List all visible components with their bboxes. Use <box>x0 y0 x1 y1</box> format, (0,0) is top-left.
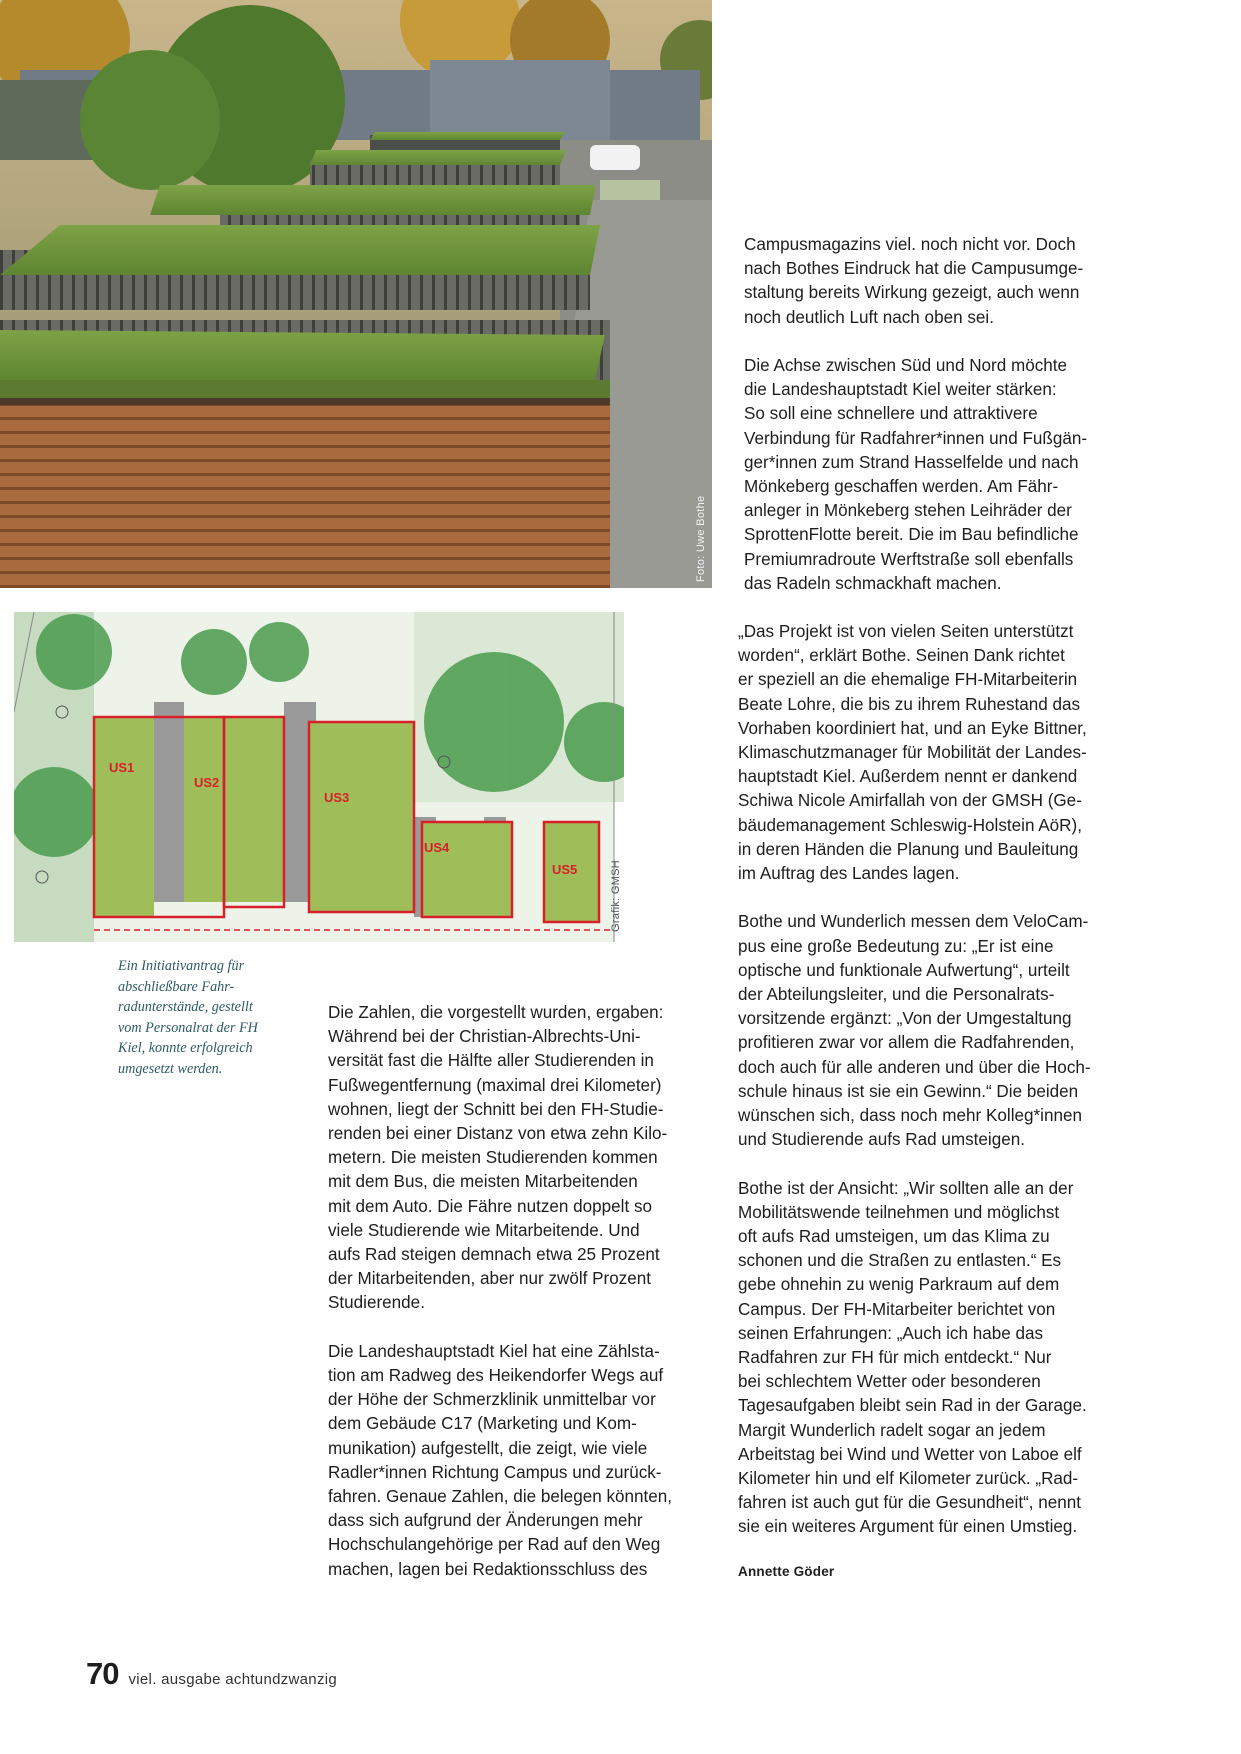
plan-credit: Grafik: GMSH <box>610 859 622 932</box>
tree-icon <box>181 629 247 695</box>
text-line: viele Studierende wie Mitarbeitende. Und <box>328 1220 640 1240</box>
text-line: im Auftrag des Landes lagen. <box>738 864 960 884</box>
text-line: gebe ohnehin zu wenig Parkraum auf dem <box>738 1275 1060 1295</box>
text-line: hauptstadt Kiel. Außerdem nennt er dankend <box>738 767 1078 787</box>
text-line: aufs Rad steigen demnach etwa 25 Prozent <box>328 1245 660 1265</box>
text-line: wohnen, liegt der Schnitt bei den FH-Studie- <box>328 1099 664 1119</box>
text-line: anleger in Mönkeberg stehen Leihräder der <box>744 501 1072 521</box>
text-line: dass sich aufgrund der Änderungen mehr <box>328 1511 643 1531</box>
text-line: Tagesaufgaben bleibt sein Rad in der Garage. <box>738 1396 1087 1416</box>
text-line: der Höhe der Schmerzklinik unmittelbar vor <box>328 1390 656 1410</box>
text-line: versität fast die Hälfte aller Studierenden in <box>328 1051 654 1071</box>
text-line: Campus. Der FH-Mitarbeiter berichtet von <box>738 1299 1056 1319</box>
text-line: fahren ist auch gut für die Gesundheit“, nennt <box>738 1493 1082 1513</box>
text-line: pus eine große Bedeutung zu: „Er ist eine <box>738 936 1054 956</box>
text-line: oft aufs Rad umsteigen, um das Klima zu <box>738 1227 1050 1247</box>
text-line: Mönkeberg geschaffen werden. Am Fähr- <box>744 477 1059 497</box>
text-line: Campusmagazins viel. noch nicht vor. Doch <box>744 235 1076 254</box>
article-column-right <box>738 620 1138 1584</box>
text-line: Schiwa Nicole Amirfallah von der GMSH (Ge- <box>738 791 1082 811</box>
text-line: profitieren zwar vor allem die Radfahrenden, <box>738 1033 1075 1053</box>
text-line: in deren Händen die Planung und Bauleitung <box>738 839 1079 859</box>
caption-line: Kiel, konnte erfolgreich <box>118 1040 253 1056</box>
shelter-label-us3: US3 <box>324 790 350 805</box>
text-line: optische und funktionale Aufwertung“, urteilt <box>738 960 1070 980</box>
text-line: Radler*innen Richtung Campus und zurück- <box>328 1462 662 1482</box>
author-name: Annette Göder <box>738 1563 835 1579</box>
text-line: Premiumradroute Werftstraße soll ebenfalls <box>744 549 1074 569</box>
text-line: er speziell an die ehemalige FH-Mitarbeiterin <box>738 670 1078 690</box>
text-line: doch auch für alle anderen und über die Hoch- <box>738 1057 1091 1077</box>
text-line: Während bei der Christian-Albrechts-Uni- <box>328 1027 641 1047</box>
text-line: SprottenFlotte bereit. Die im Bau befindliche <box>744 525 1079 545</box>
article-paragraph <box>738 1177 1138 1540</box>
text-line: noch deutlich Luft nach oben sei. <box>744 307 994 327</box>
page-footer <box>86 1656 337 1692</box>
text-line: wünschen sich, dass noch mehr Kolleg*innen <box>738 1106 1082 1126</box>
article-paragraph <box>744 233 1144 330</box>
text-line: sie ein weiteres Argument für einen Umstieg. <box>738 1517 1078 1537</box>
tree-icon <box>36 614 112 690</box>
text-line: worden“, erklärt Bothe. Seinen Dank richtet <box>738 646 1065 666</box>
article-paragraph <box>738 910 1138 1152</box>
text-line: So soll eine schnellere und attraktivere <box>744 404 1038 424</box>
shelter-label-us1: US1 <box>109 760 135 775</box>
text-line: Vorhaben koordiniert hat, und an Eyke Bittner, <box>738 718 1087 738</box>
tree-icon <box>249 622 309 682</box>
photo-credit: Foto: Uwe Bothe <box>695 495 707 582</box>
text-line: bäudemanagement Schleswig-Holstein AöR), <box>738 815 1082 835</box>
text-line: die Landeshauptstadt Kiel weiter stärken: <box>744 380 1057 400</box>
image-caption <box>118 956 288 1079</box>
tree-icon <box>424 652 564 792</box>
text-line: Radfahren zur FH für mich entdeckt.“ Nur <box>738 1348 1052 1368</box>
text-line: Klimaschutzmanager für Mobilität der Landes- <box>738 743 1087 763</box>
text-line: dem Gebäude C17 (Marketing und Kom- <box>328 1414 637 1434</box>
text-line: Fußwegentfernung (maximal drei Kilometer) <box>328 1075 662 1095</box>
page-number: 70 <box>86 1656 119 1691</box>
shelter-label-us4: US4 <box>424 840 450 855</box>
text-line: Die Landeshauptstadt Kiel hat eine Zählsta- <box>328 1341 660 1361</box>
text-line: bei schlechtem Wetter oder besonderen <box>738 1372 1041 1392</box>
text-line: Studierende. <box>328 1293 425 1313</box>
text-line: Bothe und Wunderlich messen dem VeloCam- <box>738 912 1089 932</box>
text-line: mit dem Bus, die meisten Mitarbeitenden <box>328 1172 638 1192</box>
text-line: schonen und die Straßen zu entlasten.“ Es <box>738 1251 1062 1271</box>
text-line: Arbeitstag bei Wind und Wetter von Laboe elf <box>738 1444 1082 1464</box>
text-line: Kilometer hin und elf Kilometer zurück. „Rad- <box>738 1469 1079 1489</box>
text-line: Verbindung für Radfahrer*innen und Fußgän- <box>744 428 1088 448</box>
text-line: Margit Wunderlich radelt sogar an jedem <box>738 1420 1046 1440</box>
caption-line: abschließbare Fahr- <box>118 978 235 995</box>
photo-illustration <box>0 0 712 588</box>
article-paragraph <box>738 620 1138 886</box>
text-line: nach Bothes Eindruck hat die Campusumge- <box>744 259 1084 279</box>
text-line: staltung bereits Wirkung gezeigt, auch wenn <box>744 283 1080 303</box>
article-paragraph <box>744 354 1144 596</box>
text-line: und Studierende aufs Rad umsteigen. <box>738 1130 1025 1150</box>
text-line: fahren. Genaue Zahlen, die belegen könnten, <box>328 1487 673 1507</box>
site-plan-graphic <box>14 612 624 942</box>
magazine-issue: viel. ausgabe achtundzwanzig <box>128 1671 338 1688</box>
caption-line: umgesetzt werden. <box>118 1060 223 1077</box>
caption-line: radunterstände, gestellt <box>118 999 253 1015</box>
text-line: schule hinaus ist sie ein Gewinn.“ Die beiden <box>738 1081 1079 1101</box>
text-line: metern. Die meisten Studierenden kommen <box>328 1148 658 1168</box>
text-line: vorsitzende ergänzt: „Von der Umgestaltung <box>738 1009 1072 1029</box>
shelter-label-us2: US2 <box>194 775 220 790</box>
text-line: der Mitarbeitenden, aber nur zwölf Prozent <box>328 1269 652 1289</box>
article-column-middle <box>328 1001 710 1606</box>
text-line: renden bei einer Distanz von etwa zehn Kilo- <box>328 1124 668 1144</box>
text-line: Die Achse zwischen Süd und Nord möchte <box>744 356 1068 375</box>
site-plan-drawing <box>14 612 624 942</box>
text-line: Mobilitätswende teilnehmen und möglichst <box>738 1202 1060 1222</box>
text-line: Bothe ist der Ansicht: „Wir sollten alle an der <box>738 1178 1074 1198</box>
text-line: Beate Lohre, die bis zu ihrem Ruhestand das <box>738 694 1081 714</box>
text-line: der Abteilungsleiter, und die Personalrats- <box>738 985 1055 1005</box>
text-line: tion am Radweg des Heikendorfer Wegs auf <box>328 1366 664 1386</box>
text-line: das Radeln schmackhaft machen. <box>744 573 1002 593</box>
text-line: seinen Erfahrungen: „Auch ich habe das <box>738 1323 1044 1343</box>
shelter-label-us5: US5 <box>552 862 578 877</box>
text-line: Hochschulangehörige per Rad auf den Weg <box>328 1535 661 1555</box>
caption-line: Ein Initiativantrag für <box>118 958 245 974</box>
caption-line: vom Personalrat der FH <box>118 1019 258 1036</box>
text-line: machen, lagen bei Redaktionsschluss des <box>328 1559 648 1579</box>
text-line: Die Zahlen, die vorgestellt wurden, ergaben: <box>328 1003 664 1022</box>
article-column-right-top <box>744 233 1144 620</box>
photo-green-roof-bike-shelters <box>0 0 712 588</box>
article-paragraph <box>328 1001 710 1316</box>
text-line: „Das Projekt ist von vielen Seiten unterstützt <box>738 622 1074 641</box>
text-line: ger*innen zum Strand Hasselfelde und nach <box>744 452 1079 472</box>
article-paragraph <box>328 1340 710 1582</box>
text-line: mit dem Auto. Die Fähre nutzen doppelt so <box>328 1196 653 1216</box>
text-line: munikation) aufgestellt, die zeigt, wie viele <box>328 1438 648 1458</box>
